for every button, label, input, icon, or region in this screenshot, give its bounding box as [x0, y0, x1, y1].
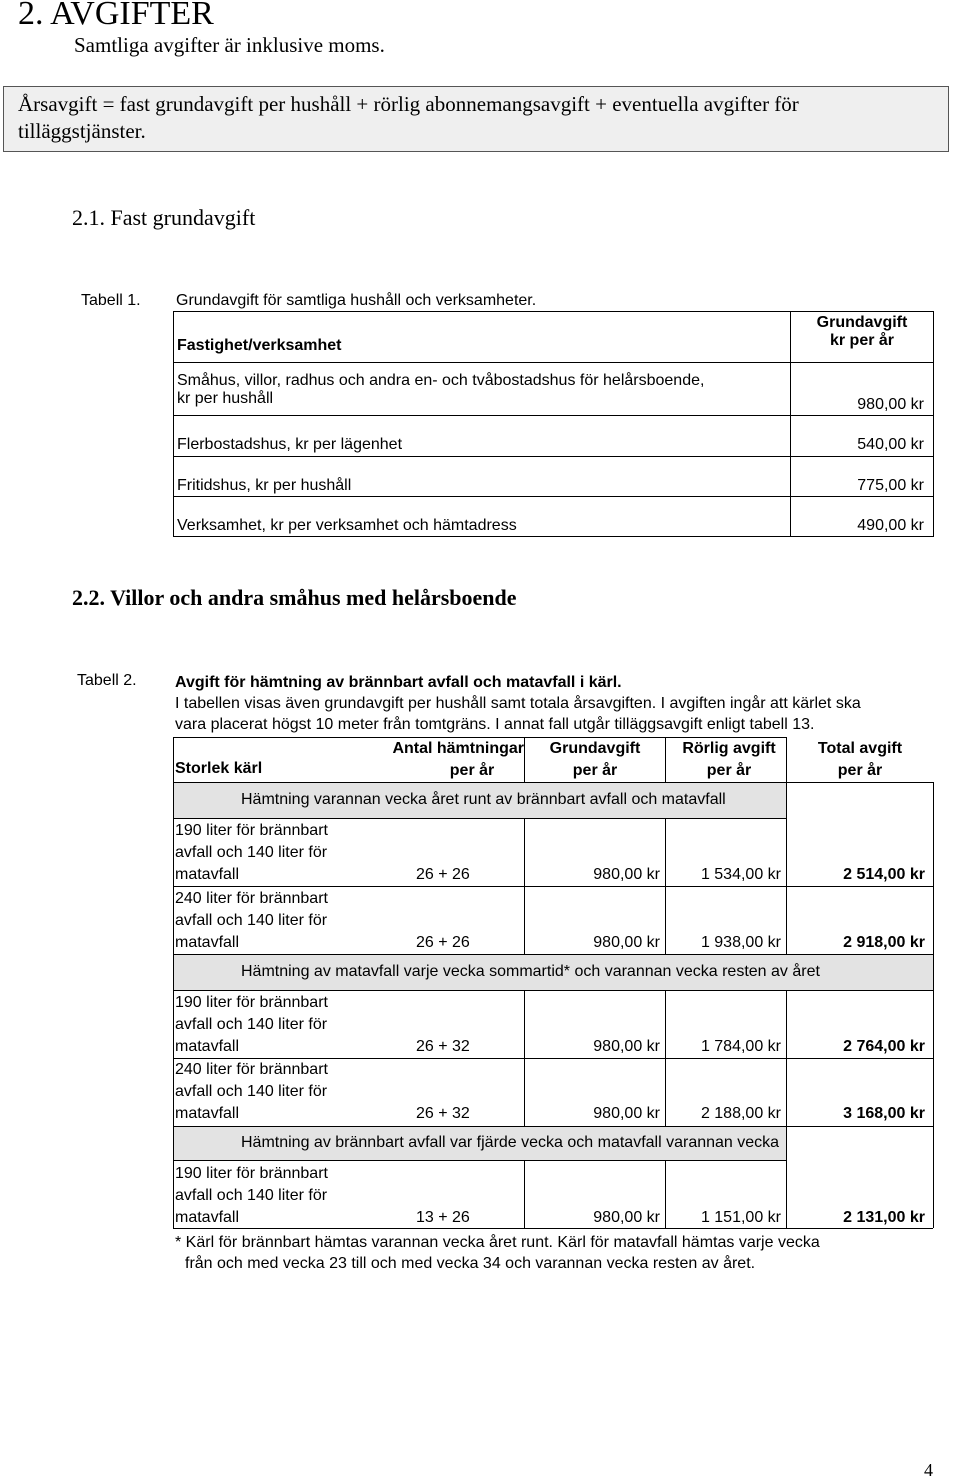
row-pickups: 26 + 32	[416, 1105, 470, 1122]
annual-fee-note	[18, 91, 948, 145]
table1-row-label: Småhus, villor, radhus och andra en- och tvåbostadshus för helårsboende, kr per hushåll	[177, 372, 705, 407]
table1-label: Tabell 1.	[81, 292, 141, 309]
table2-header-base: Grundavgift per år	[549, 740, 641, 779]
table1-header-fee: Grundavgift kr per år	[816, 314, 908, 349]
row-base: 980,00 kr	[593, 1105, 660, 1122]
table2-header-pickups: Antal hämtningar per år	[392, 740, 524, 779]
row-base: 980,00 kr	[593, 1209, 660, 1226]
row-pickups: 26 + 26	[416, 934, 470, 951]
row-variable: 1 938,00 kr	[700, 934, 781, 951]
row-size: 190 liter för brännbart avfall och 140 liter för matavfall	[175, 1165, 328, 1226]
annual-fee-note-line2: tilläggstjänster.	[18, 119, 146, 143]
table2-label: Tabell 2.	[77, 672, 137, 689]
row-base: 980,00 kr	[593, 1038, 660, 1055]
table1-row-label: Flerbostadshus, kr per lägenhet	[177, 436, 403, 453]
section-2-2-title: 2.2. Villor och andra småhus med helårsboende	[72, 585, 517, 610]
row-total: 3 168,00 kr	[843, 1105, 925, 1122]
table1-row-value: 540,00 kr	[857, 436, 924, 453]
table1-header-property: Fastighet/verksamhet	[177, 337, 342, 354]
table1-row-value: 775,00 kr	[857, 477, 924, 494]
group-title: Hämtning varannan vecka året runt av brännbart avfall och matavfall	[241, 791, 726, 808]
table1-row-label: Verksamhet, kr per verksamhet och hämtadress	[177, 517, 517, 534]
row-base: 980,00 kr	[593, 934, 660, 951]
table2-caption: Avgift för hämtning av brännbart avfall och matavfall i kärl. I tabellen visas även grundavgift per hushåll samt totala årsavgiften. I avgiften ingår att kärlet ska vara placerat högst 10 meter från tomtgräns. I annat fall utgår tilläggsavgift enligt tabell 13.	[175, 674, 861, 733]
footnote: * Kärl för brännbart hämtas varannan vecka året runt. Kärl för matavfall hämtas varje vecka från och med vecka 23 till och med vecka 34 och varannan vecka resten av året.	[175, 1234, 820, 1272]
row-total: 2 764,00 kr	[843, 1038, 925, 1055]
table2-header-variable: Rörlig avgift per år	[682, 740, 776, 779]
row-pickups: 26 + 26	[416, 866, 470, 883]
row-size: 190 liter för brännbart avfall och 140 liter för matavfall	[175, 822, 328, 883]
group-title: Hämtning av matavfall varje vecka sommartid* och varannan vecka resten av året	[241, 963, 820, 980]
table2-header-size: Storlek kärl	[175, 760, 263, 777]
table1-caption: Grundavgift för samtliga hushåll och verksamheter.	[176, 292, 537, 309]
row-variable: 1 784,00 kr	[700, 1038, 781, 1055]
row-size: 240 liter för brännbart avfall och 140 liter för matavfall	[175, 1061, 328, 1122]
row-total: 2 514,00 kr	[843, 866, 925, 883]
annual-fee-note-line1: Årsavgift = fast grundavgift per hushåll + rörlig abonnemangsavgift + eventuella avgifter för	[18, 92, 799, 116]
page-heading: 2. AVGIFTER	[18, 0, 214, 32]
table2-header-total: Total avgift per år	[817, 740, 903, 779]
annual-fee-note-box	[3, 86, 949, 152]
table1-row-label: Fritidshus, kr per hushåll	[177, 477, 352, 494]
row-size: 190 liter för brännbart avfall och 140 liter för matavfall	[175, 994, 328, 1055]
row-total: 2 131,00 kr	[843, 1209, 925, 1226]
row-total: 2 918,00 kr	[843, 934, 925, 951]
table1-row-value: 980,00 kr	[857, 396, 924, 413]
vat-note: Samtliga avgifter är inklusive moms.	[74, 33, 385, 57]
group-title: Hämtning av brännbart avfall var fjärde vecka och matavfall varannan vecka	[241, 1134, 780, 1151]
section-2-1-title: 2.1. Fast grundavgift	[72, 205, 256, 230]
table1-row-value: 490,00 kr	[857, 517, 924, 534]
row-variable: 1 151,00 kr	[700, 1209, 781, 1226]
row-base: 980,00 kr	[593, 866, 660, 883]
row-variable: 2 188,00 kr	[700, 1105, 781, 1122]
row-pickups: 13 + 26	[416, 1209, 470, 1226]
row-variable: 1 534,00 kr	[700, 866, 781, 883]
page-number: 4	[924, 1460, 933, 1480]
row-pickups: 26 + 32	[416, 1038, 470, 1055]
row-size: 240 liter för brännbart avfall och 140 liter för matavfall	[175, 890, 328, 951]
